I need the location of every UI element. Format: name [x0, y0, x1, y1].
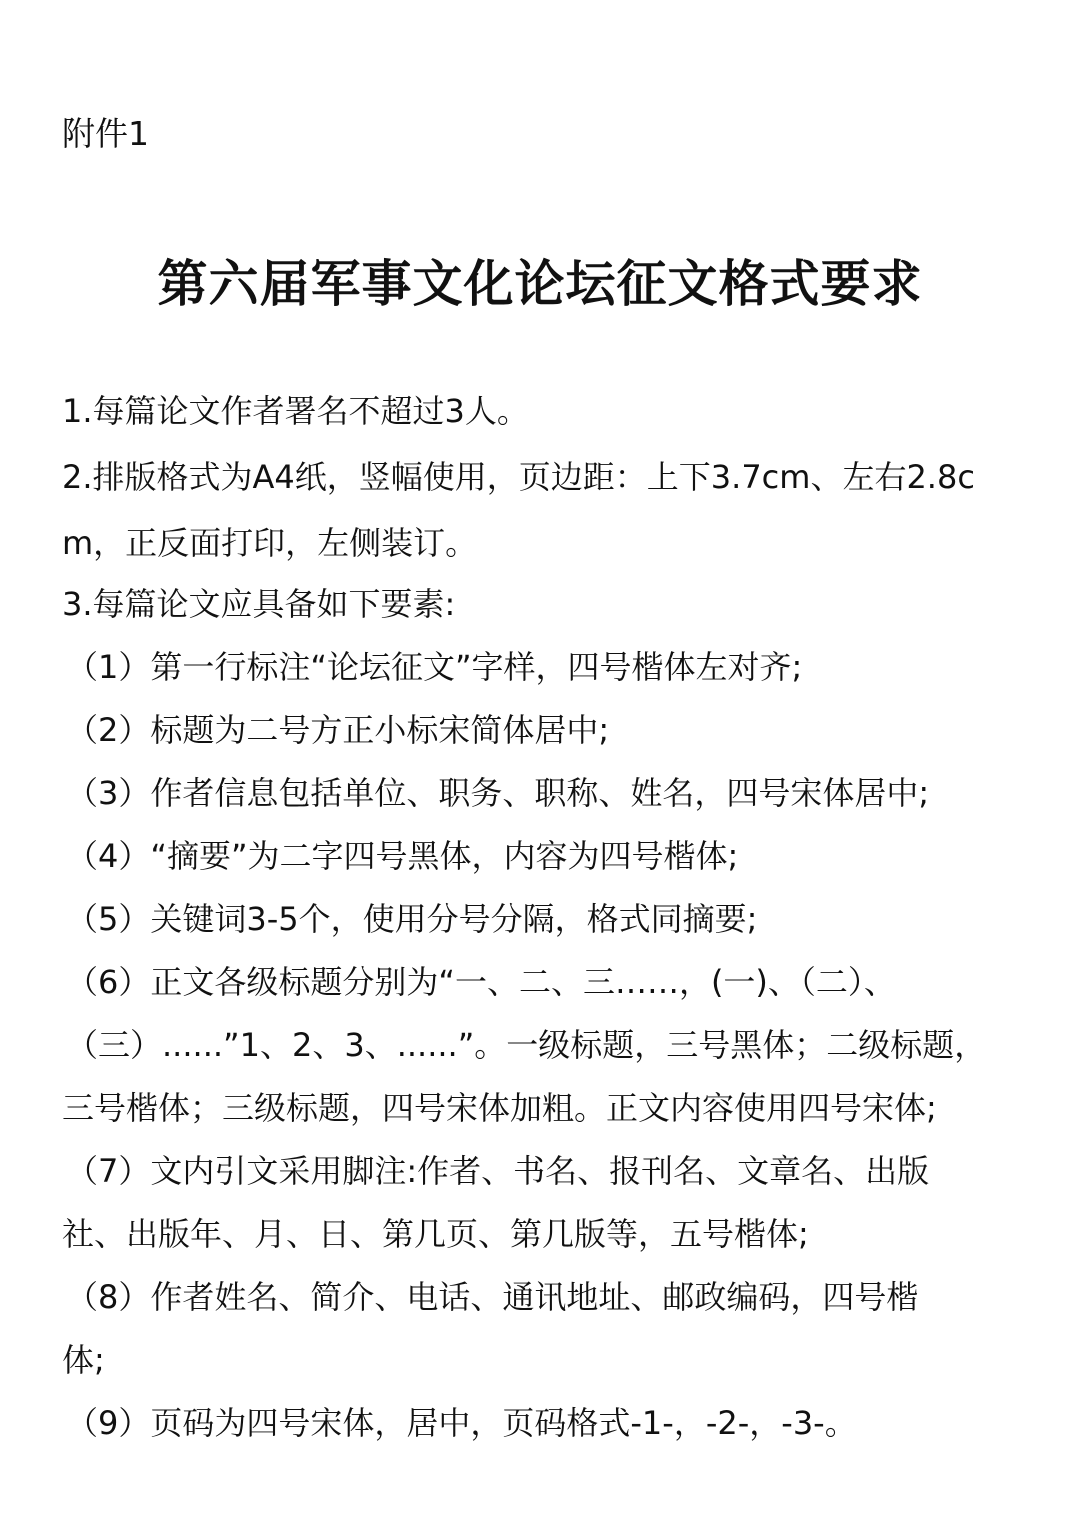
requirement-1: 1.每篇论文作者署名不超过3人。	[62, 392, 529, 430]
element-8-continued: 体;	[62, 1341, 105, 1379]
element-7: （7）文内引文采用脚注:作者、书名、报刊名、文章名、出版	[66, 1152, 930, 1190]
element-3: （3）作者信息包括单位、职务、职称、姓名，四号宋体居中;	[66, 774, 930, 812]
requirement-2: 2.排版格式为A4纸，竖幅使用，页边距：上下3.7cm、左右2.8c	[62, 458, 975, 496]
element-6-continued: （三）......”1、2、3、......”。一级标题，三号黑体；二级标题，	[66, 1026, 987, 1064]
requirement-2-continued: m，正反面打印，左侧装订。	[62, 524, 478, 562]
element-9: （9）页码为四号宋体，居中，页码格式-1-，-2-，-3-。	[66, 1404, 857, 1442]
element-2: （2）标题为二号方正小标宋简体居中;	[66, 711, 610, 749]
element-4: （4）“摘要”为二字四号黑体，内容为四号楷体;	[66, 837, 739, 875]
requirement-3: 3.每篇论文应具备如下要素:	[62, 585, 456, 623]
document-title: 第六届军事文化论坛征文格式要求	[157, 255, 923, 313]
element-6-continued-2: 三号楷体；三级标题，四号宋体加粗。正文内容使用四号宋体;	[62, 1089, 937, 1127]
element-7-continued: 社、出版年、月、日、第几页、第几版等，五号楷体;	[62, 1215, 809, 1253]
attachment-label: 附件1	[62, 114, 149, 153]
element-5: （5）关键词3-5个，使用分号分隔，格式同摘要;	[66, 900, 758, 938]
element-1: （1）第一行标注“论坛征文”字样，四号楷体左对齐;	[66, 648, 803, 686]
element-8: （8）作者姓名、简介、电话、通讯地址、邮政编码，四号楷	[66, 1278, 919, 1316]
element-6: （6）正文各级标题分别为“一、二、三……，(一)、（二）、	[66, 963, 896, 1001]
